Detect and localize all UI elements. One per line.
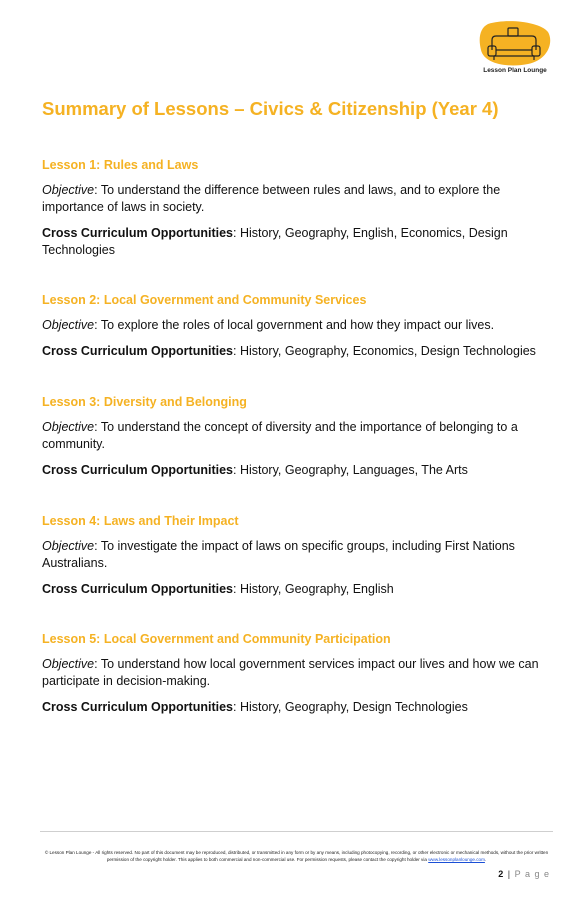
lesson-4 — [42, 514, 542, 607]
lesson-objective: Objective: To understand the difference between rules and laws, and to explore the importance of laws in society. — [42, 183, 501, 214]
lesson-heading: Lesson 2: Local Government and Community Services — [42, 293, 367, 307]
logo-text: Lesson Plan Lounge — [483, 67, 547, 74]
lesson-objective: Objective: To explore the roles of local government and how they impact our lives. — [42, 318, 495, 332]
page-title: Summary of Lessons – Civics & Citizenship (Year 4) — [42, 98, 499, 119]
lesson-cross-curriculum: Cross Curriculum Opportunities: History, Geography, English, Economics, Design Technologies — [42, 226, 508, 257]
lesson-objective: Objective: To understand how local government services impact our lives and how we can participate in decision-making. — [42, 657, 539, 688]
lesson-objective: Objective: To understand the concept of diversity and the importance of belonging to a community. — [42, 420, 518, 451]
lesson-heading: Lesson 5: Local Government and Community Participation — [42, 632, 391, 646]
lesson-2 — [42, 293, 542, 369]
lesson-cross-curriculum: Cross Curriculum Opportunities: History, Geography, English — [42, 582, 394, 596]
footer-divider — [40, 831, 553, 832]
page-number: 2 | P a g e — [498, 869, 550, 879]
lesson-cross-curriculum: Cross Curriculum Opportunities: History, Geography, Design Technologies — [42, 700, 468, 714]
lesson-1 — [42, 158, 542, 268]
lesson-3 — [42, 395, 542, 488]
lesson-cross-curriculum: Cross Curriculum Opportunities: History, Geography, Economics, Design Technologies — [42, 344, 536, 358]
lesson-5 — [42, 632, 542, 725]
website-link[interactable]: www.lessonplanlounge.com — [428, 856, 485, 862]
lesson-objective: Objective: To investigate the impact of laws on specific groups, including First Nations Australians. — [42, 539, 515, 570]
footer-copyright: © Lesson Plan Lounge - All rights reserved. No part of this document may be reproduced, distributed, or transmitted in any form or by any means, including photocopying, recording, or other electronic or mechanical methods, without the prior written permission of the copyright holder. This applies to both commercial and non-commercial use. For permission requests, please contact the copyright holder via www.lessonplanlounge.com. — [44, 850, 549, 862]
lesson-cross-curriculum: Cross Curriculum Opportunities: History, Geography, Languages, The Arts — [42, 463, 468, 477]
lesson-heading: Lesson 3: Diversity and Belonging — [42, 395, 247, 409]
lesson-heading: Lesson 1: Rules and Laws — [42, 158, 199, 172]
lesson-heading: Lesson 4: Laws and Their Impact — [42, 514, 239, 528]
